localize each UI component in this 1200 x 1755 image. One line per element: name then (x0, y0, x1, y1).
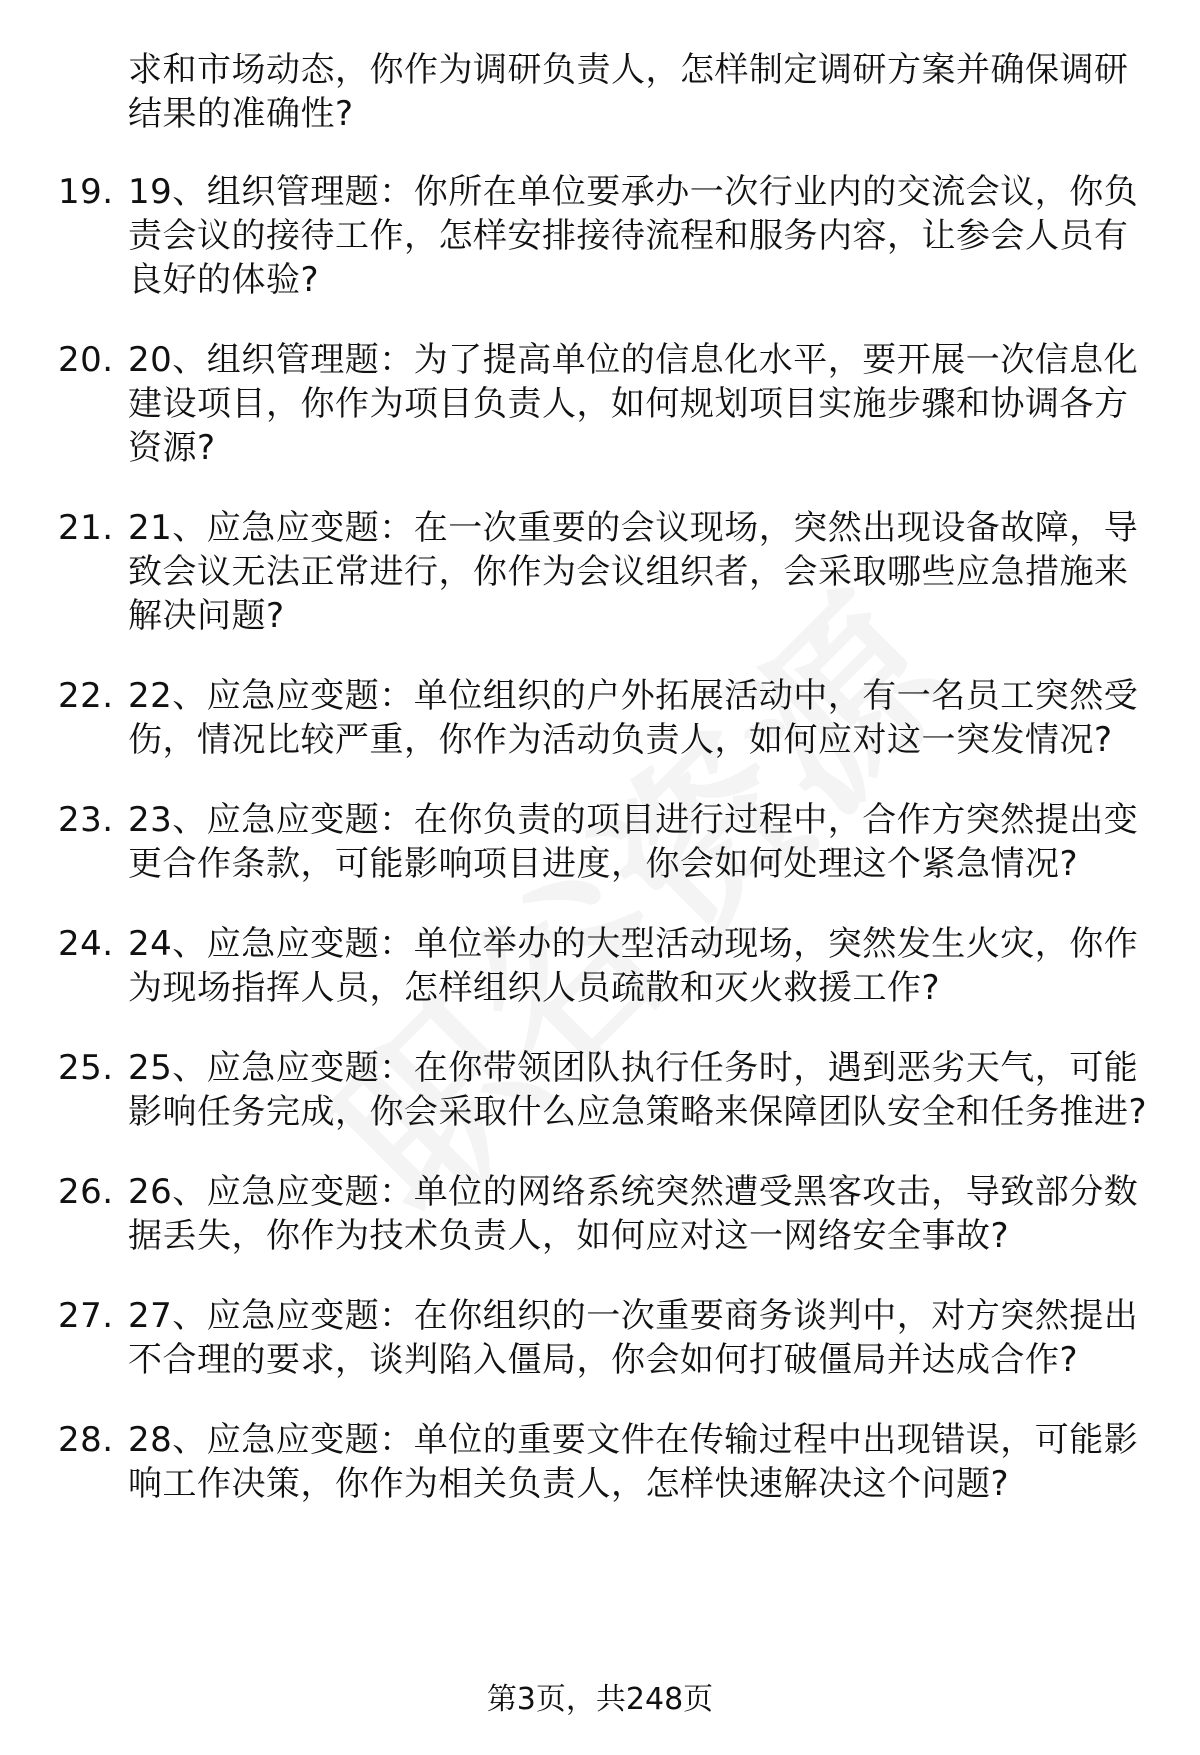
question-text: 23、应急应变题：在你负责的项目进行过程中，合作方突然提出变更合作条款，可能影响项目进度，你会如何处理这个紧急情况? (128, 800, 1139, 884)
question-number: 25. (58, 1048, 114, 1088)
question-number: 21. (58, 508, 114, 548)
question-number: 26. (58, 1172, 114, 1212)
question-item (0, 1418, 1148, 1506)
question-number: 27. (58, 1296, 114, 1336)
question-number: 23. (58, 800, 114, 840)
question-text: 25、应急应变题：在你带领团队执行任务时，遇到恶劣天气，可能影响任务完成，你会采取什么应急策略来保障团队安全和任务推进? (128, 1048, 1148, 1132)
question-text: 19、组织管理题：你所在单位要承办一次行业内的交流会议，你负责会议的接待工作，怎样安排接待流程和服务内容，让参会人员有良好的体验? (128, 172, 1139, 300)
question-item (0, 338, 1148, 470)
question-item (0, 1170, 1148, 1258)
question-number: 19. (58, 172, 114, 212)
question-number: 20. (58, 340, 114, 380)
question-item (0, 798, 1148, 886)
page-indicator: 第3页，共248页 (486, 1682, 714, 1717)
question-item (0, 170, 1148, 302)
question-number: 28. (58, 1420, 114, 1460)
continuation-text: 求和市场动态，你作为调研负责人，怎样制定调研方案并确保调研结果的准确性? (128, 50, 1129, 134)
question-text: 22、应急应变题：单位组织的户外拓展活动中，有一名员工突然受伤，情况比较严重，你作为活动负责人，如何应对这一突发情况? (128, 676, 1139, 760)
question-number: 22. (58, 676, 114, 716)
question-text: 21、应急应变题：在一次重要的会议现场，突然出现设备故障，导致会议无法正常进行，你作为会议组织者，会采取哪些应急措施来解决问题? (128, 508, 1139, 636)
question-item (0, 922, 1148, 1010)
question-text: 26、应急应变题：单位的网络系统突然遭受黑客攻击，导致部分数据丢失，你作为技术负责人，如何应对这一网络安全事故? (128, 1172, 1139, 1256)
question-text: 24、应急应变题：单位举办的大型活动现场，突然发生火灾，你作为现场指挥人员，怎样组织人员疏散和灭火救援工作? (128, 924, 1139, 1008)
question-text: 27、应急应变题：在你组织的一次重要商务谈判中，对方突然提出不合理的要求，谈判陷入僵局，你会如何打破僵局并达成合作? (128, 1296, 1139, 1380)
question-text: 20、组织管理题：为了提高单位的信息化水平，要开展一次信息化建设项目，你作为项目负责人，如何规划项目实施步骤和协调各方资源? (128, 340, 1139, 468)
question-number: 24. (58, 924, 114, 964)
question-item (0, 1046, 1148, 1134)
question-item (0, 506, 1148, 638)
question-list (0, 170, 1200, 1542)
question-item (0, 1294, 1148, 1382)
question-item (0, 674, 1148, 762)
question-text: 28、应急应变题：单位的重要文件在传输过程中出现错误，可能影响工作决策，你作为相关负责人，怎样快速解决这个问题? (128, 1420, 1139, 1504)
